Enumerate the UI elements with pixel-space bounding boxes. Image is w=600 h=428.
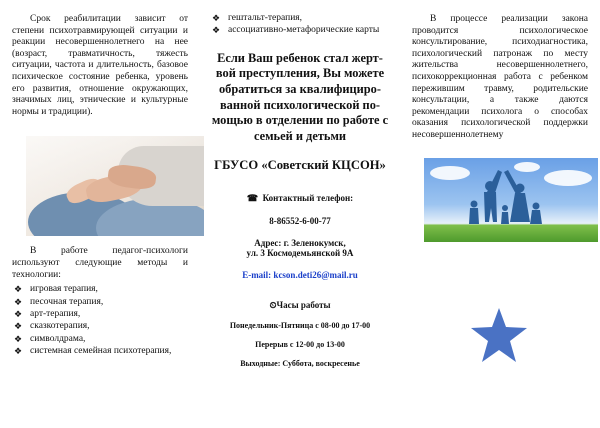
list-item: ❖ песочная терапия, xyxy=(14,296,104,307)
family-illustration xyxy=(424,158,598,242)
address-line-1: Адрес: г. Зеленокумск, xyxy=(254,238,346,249)
left-panel xyxy=(0,0,200,428)
diamond-bullet-icon: ❖ xyxy=(14,296,23,307)
diamond-bullet-icon: ❖ xyxy=(14,308,23,319)
working-hours-title: ⏲Часы работы xyxy=(269,300,331,311)
hands-photo xyxy=(26,136,204,236)
methods-list-continued xyxy=(210,12,390,37)
list-item: ❖ системная семейная психотерапия, xyxy=(14,346,172,357)
diamond-bullet-icon: ❖ xyxy=(14,284,23,295)
clock-icon: ⏲ xyxy=(269,300,277,311)
diamond-bullet-icon: ❖ xyxy=(14,333,23,344)
telephone-icon: ☎ xyxy=(246,193,259,204)
hours-weekend: Выходные: Суббота, воскресенье xyxy=(240,359,360,369)
diamond-bullet-icon: ❖ xyxy=(14,346,23,357)
hours-weekdays: Понедельник-Пятница с 08-00 до 17-00 xyxy=(229,321,371,331)
list-item: ❖ символдрама, xyxy=(14,333,86,344)
phone-number[interactable]: 8-86552-6-00-77 xyxy=(269,216,331,227)
diamond-bullet-icon: ❖ xyxy=(212,13,221,23)
diamond-bullet-icon: ❖ xyxy=(212,25,221,36)
rehab-duration-text: Срок реабилитации зависит от степени психотравмирующей ситуации и реакции несовершеннолетнего на нее (возраст, травматичность, тяжесть ситуации, частота и длительность, базовое психическое состояние ребенка, уровень его развития, отношение окружающих, значимых лиц, этнические и культурные нормы и традиции). xyxy=(12,14,188,117)
star-icon xyxy=(469,306,529,364)
address-line-2: ул. 3 Космодемьянской 9А xyxy=(246,248,354,259)
diamond-bullet-icon: ❖ xyxy=(14,321,23,332)
hours-break: Перерыв с 12-00 до 13-00 xyxy=(255,340,345,350)
list-item: ❖ ассоциативно-метафорические карты xyxy=(212,25,380,36)
list-item: ❖ арт-терапия, xyxy=(14,308,81,319)
services-text: В процессе реализации закона проводится психологическое консультирование, психодиагностика, психологический патронаж по месту жительства несовершеннолетнего, психокоррекционная работа с ребенком пережившим травму, родительские консультации, а также даются рекомендации психолога о способах оказания психологической поддержки несовершеннолетнему xyxy=(412,14,588,140)
middle-panel xyxy=(200,0,400,428)
list-item: ❖ игровая терапия, xyxy=(14,284,98,295)
list-item: ❖ гештальт-терапия, xyxy=(212,13,303,23)
list-item: ❖ сказкотерапия, xyxy=(14,321,90,332)
contact-phone-label: ☎ Контактный телефон: xyxy=(246,193,354,204)
email-link[interactable]: E-mail: kcson.deti26@mail.ru xyxy=(242,270,358,281)
methods-intro-text: В работе педагог-психологи используют следующие методы и технологии: xyxy=(12,246,188,280)
organization-name: ГБУСО «Советский КЦСОН» xyxy=(214,158,386,173)
call-to-action-heading: Если Ваш ребенок стал жерт-вой преступления, Вы можете обратиться за квалифициро-ванной психологической по-мощью в отделении по работе с семьей и детьми xyxy=(211,50,389,143)
methods-list xyxy=(12,283,188,357)
